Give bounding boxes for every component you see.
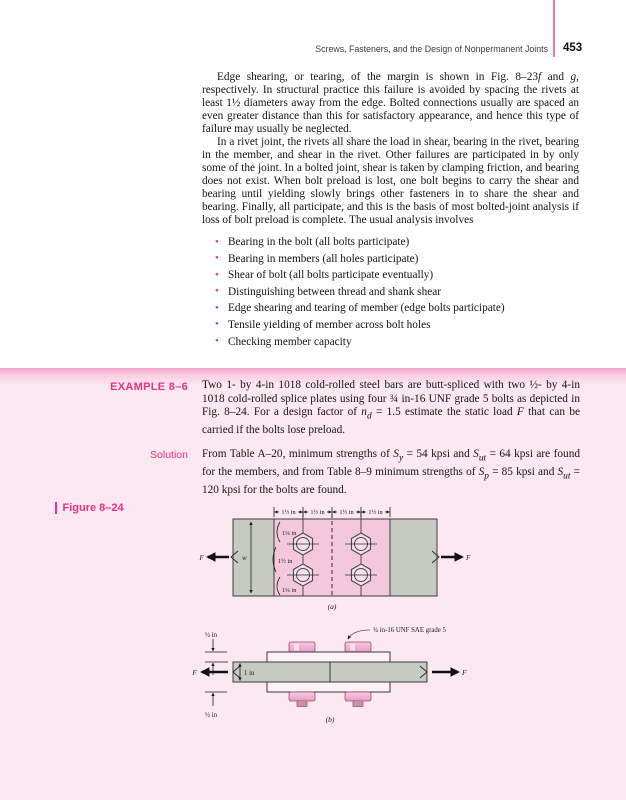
bolt-spec-callout: ¾ in-16 UNF SAE grade 5 — [373, 627, 446, 634]
running-head: Screws, Fasteners, and the Design of Nonpermanent Joints — [315, 44, 548, 54]
dimension-label: ½ in — [205, 712, 218, 719]
plate-bottom-dimension — [205, 692, 227, 719]
paragraph-rivet-joint: In a rivet joint, the rivets all share the load in shear, bearing in the rivet, bearing in the member, and shear in the rivet. Other failures are participated in by only some of the joint. In a bolted joint, shear is taken by clamping friction, and bearing does not exist. When bolt preload is lost, one bolt begins to carry the shear and bearing until yielding slowly brings other fasteners in to share the shear and bearing. Finally, all participate, and this is the basis of most bolted-joint analysis if loss of bolt preload is complete. The usual analysis involves — [202, 136, 579, 226]
example-label: EXAMPLE 8–6 — [110, 381, 188, 393]
analysis-bullet-list — [215, 236, 575, 352]
dimension-label: 1½ in — [281, 509, 296, 516]
top-splice-plate — [267, 652, 390, 662]
dimension-label: 1½ in — [310, 509, 325, 516]
subfigure-caption: (b) — [325, 715, 335, 724]
figure-caption-label — [55, 502, 124, 514]
force-label: F — [462, 668, 467, 677]
body-text — [202, 71, 579, 227]
figure-8-24a-top-view — [195, 505, 475, 612]
force-label: F — [199, 553, 204, 562]
width-dimension-label: w — [242, 554, 247, 562]
page-number: 453 — [563, 42, 583, 54]
bullet-item: • Distinguishing between thread and shank shear — [215, 286, 575, 299]
solution-label: Solution — [150, 449, 188, 461]
subfigure-caption: (a) — [327, 602, 337, 611]
callout-leader-arrow — [348, 630, 370, 639]
dimension-label: ½ in — [205, 632, 218, 639]
bolt-head-icon — [289, 642, 315, 652]
example-problem-text: Two 1- by 4-in 1018 cold-rolled steel bars are butt-spliced with two ½- by 4-in 1018 cold-rolled splice plates using four ¾ in-16 UNF grade 5 bolts as depicted in Fig. 8–24. For a design factor of $n_d = 1.5$ estimate the static load F that can be carried if the bolts lose preload. — [202, 379, 580, 436]
bullet-item: • Bearing in members (all holes participate) — [215, 253, 575, 266]
bolt-nut-icon — [289, 692, 315, 707]
plate-top-dimension — [205, 632, 228, 675]
figure-8-24b-side-view — [180, 618, 480, 743]
figure-label-text: Figure 8–24 — [62, 502, 124, 514]
force-label: F — [466, 553, 471, 562]
dimension-label: 1 in — [244, 670, 255, 677]
dimension-label: 1½ in — [339, 509, 354, 516]
solution-text: From Table A–20, minimum strengths of $S_y = 54$ kpsi and $S_{ut} = 64$ kpsi are found for the members, and from Table 8–9 minimum strengths of $S_p = 85$ kpsi and $S_{ut} = 120$ kpsi for the bolts are found. — [202, 448, 580, 496]
figure-label-bar-icon — [55, 502, 57, 514]
bullet-item: • Checking member capacity — [215, 336, 575, 349]
bolt-nut-icon — [345, 692, 371, 707]
dimension-label: 1¼ in — [282, 587, 297, 594]
bullet-item: • Bearing in the bolt (all bolts participate) — [215, 236, 575, 249]
dimension-label: 1½ in — [278, 558, 293, 565]
top-dimension-chain — [274, 507, 390, 518]
dimension-label: 1½ in — [368, 509, 383, 516]
bullet-item: • Shear of bolt (all bolts participate eventually) — [215, 269, 575, 282]
bolt-head-icon — [345, 642, 371, 652]
bullet-item: • Tensile yielding of member across bolt holes — [215, 319, 575, 332]
dimension-label: 1¼ in — [282, 530, 297, 537]
force-label: F — [192, 668, 197, 677]
bullet-item: • Edge shearing and tearing of member (edge bolts participate) — [215, 302, 575, 315]
header-divider-rule — [553, 0, 555, 57]
paragraph-edge-shearing: Edge shearing, or tearing, of the margin is shown in Fig. 8–23f and g, respectively. In structural practice this failure is avoided by spacing the rivets at least 1½ diameters away from the edge. Bolted connections usually are spaced an even greater distance than this for satisfactory appearance, and hence this type of failure may usually be neglected. — [202, 71, 579, 135]
bottom-splice-plate — [267, 682, 390, 692]
